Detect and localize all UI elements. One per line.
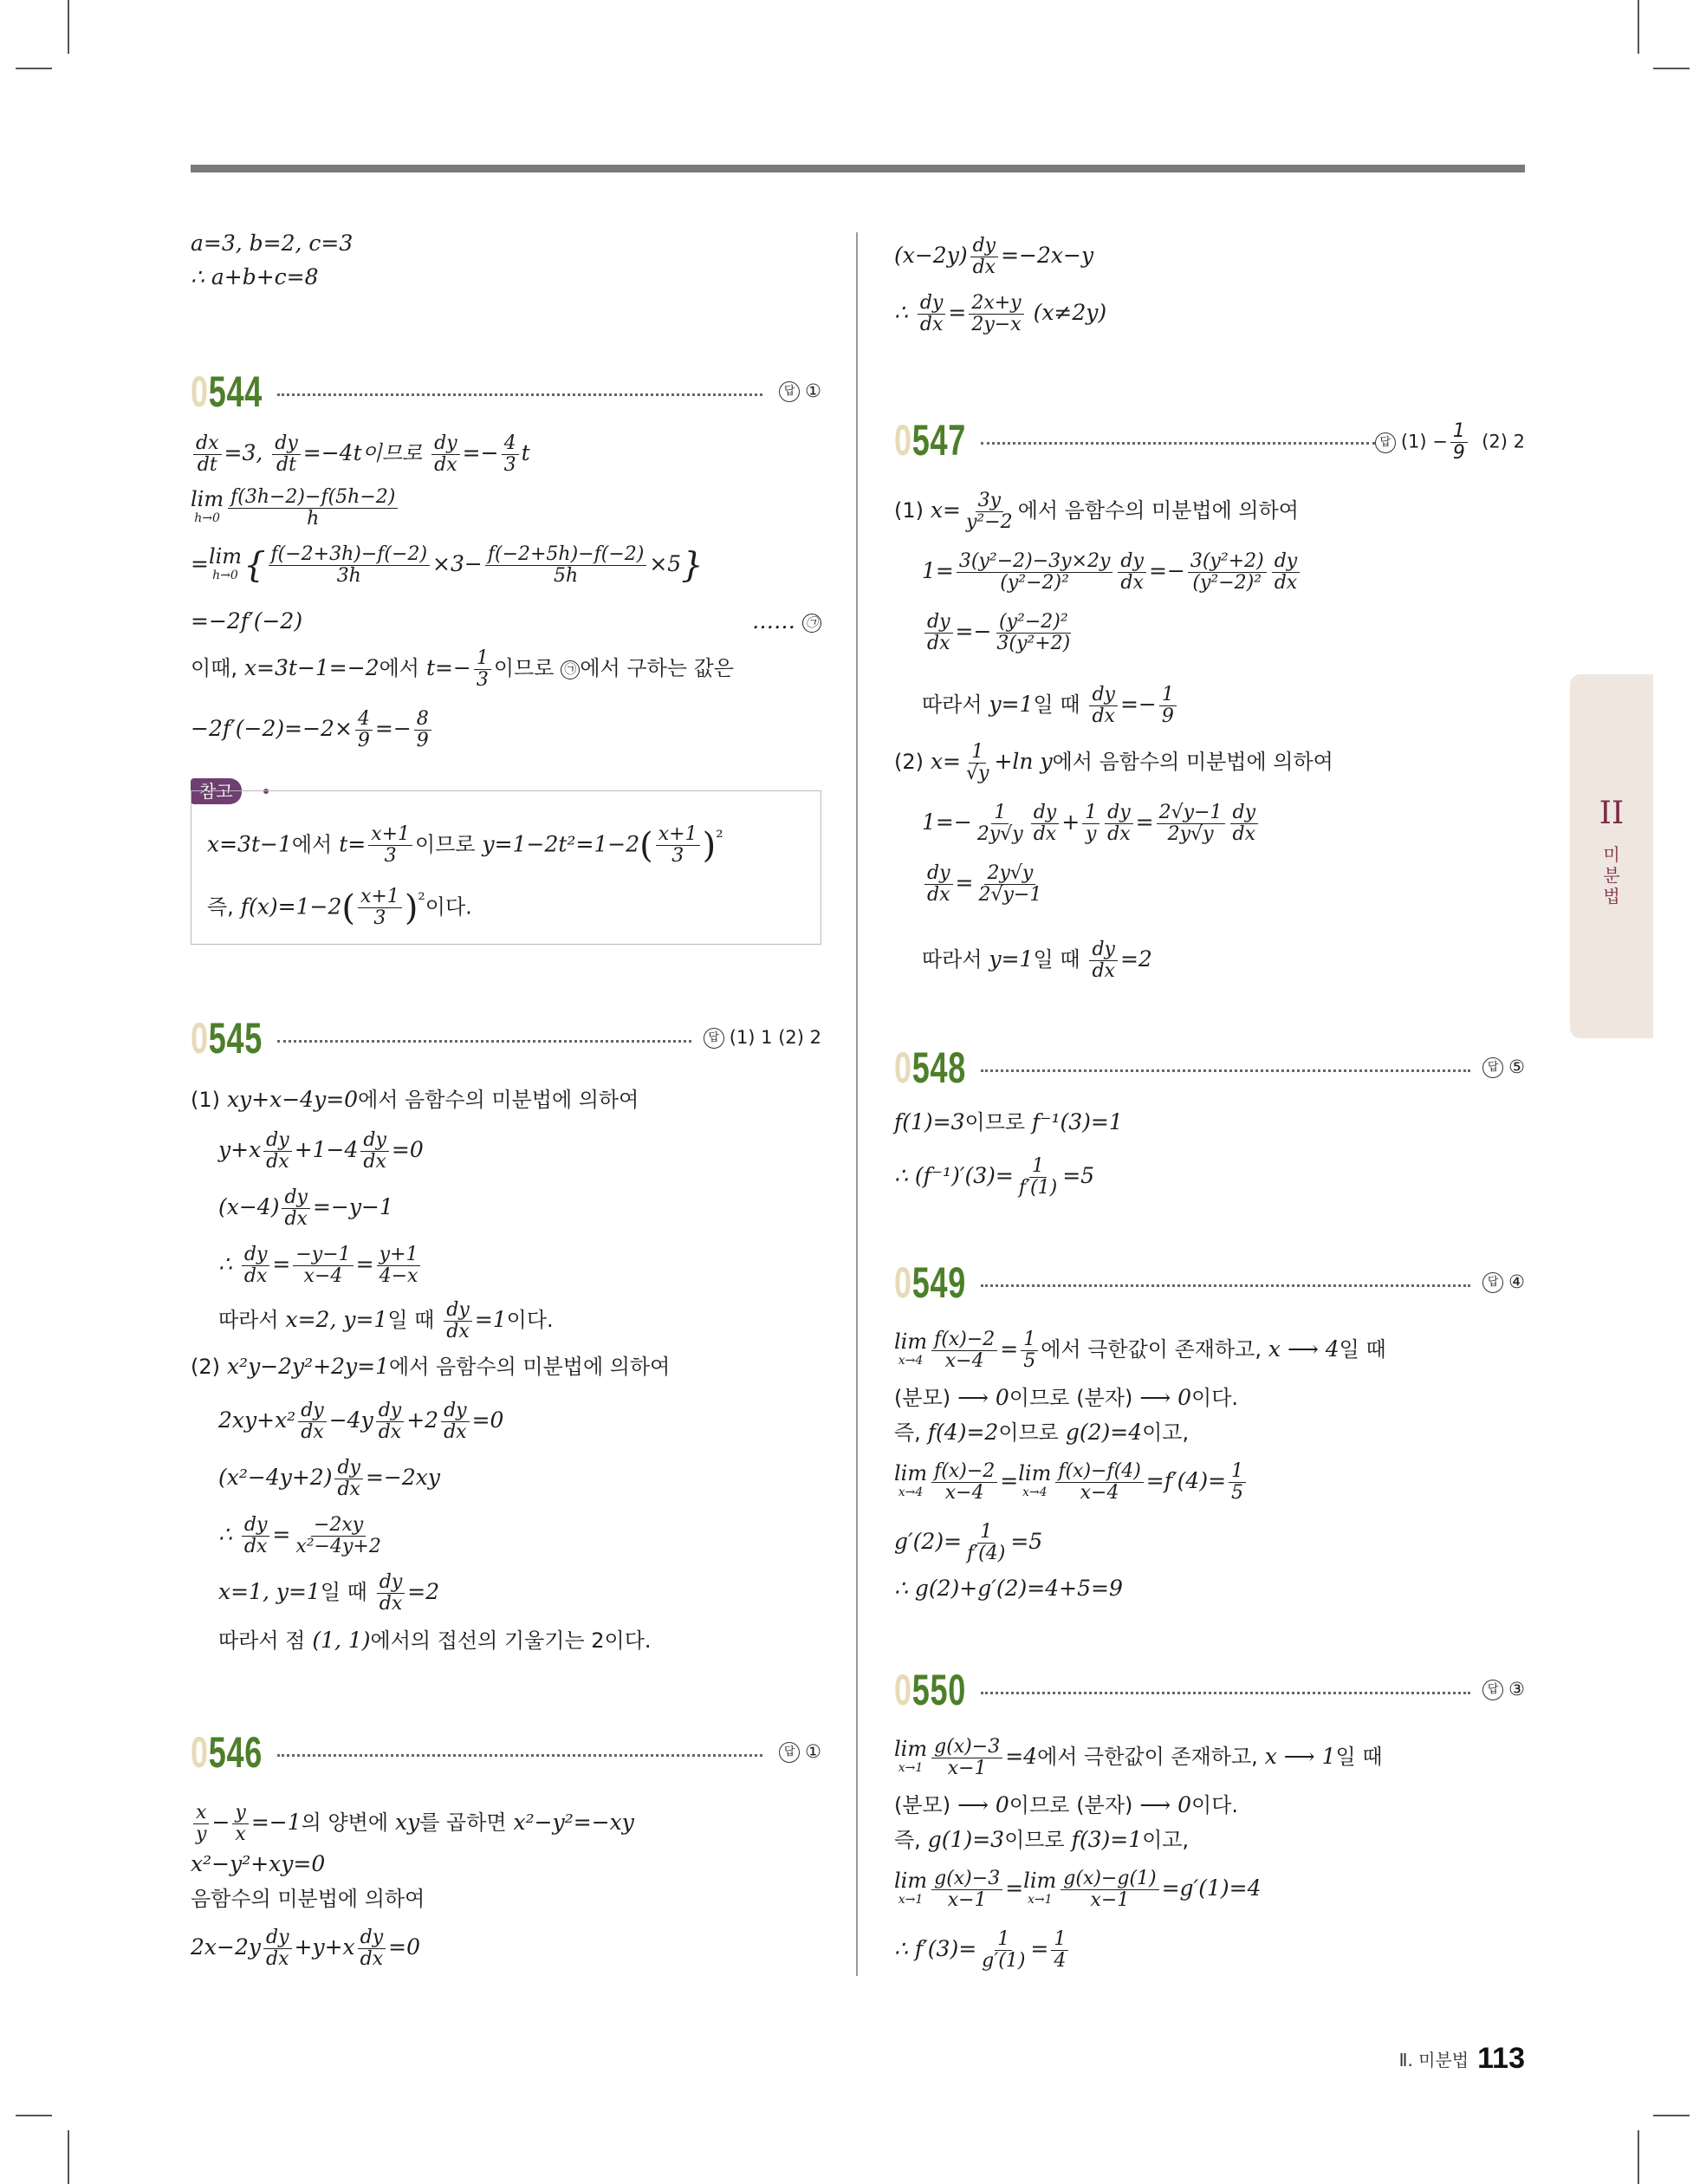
text-line: a=3, b=2, c=3 <box>191 231 354 256</box>
problem-number: 0547 <box>894 416 966 465</box>
equation-line: lim h→0 $\frac{f(3h-2)-f(5h-2)}{h}$ <box>191 487 400 530</box>
text-line: 음함수의 미분법에 의하여 <box>191 1887 425 1911</box>
crop-mark <box>68 2130 69 2184</box>
leader-dots <box>277 1754 762 1757</box>
leader-dots <box>981 1069 1470 1072</box>
equation-line: ∴ $\frac{dy}{dx}$ = $\frac{-y-1}{x-4}$ = $\frac{y+1}{4-x}$ <box>218 1245 423 1287</box>
marker-circle: ㉠ <box>561 660 580 679</box>
equation-line: =−2f′(−2) …… ㉠ <box>191 607 821 636</box>
answer-icon: 답 <box>704 1028 724 1049</box>
problem-number: 0546 <box>191 1728 263 1777</box>
answer-icon: 답 <box>1482 1057 1503 1078</box>
answer-icon: 답 <box>1482 1272 1503 1293</box>
equation-line: lim x→1 $\frac{g(x)-3}{x-1}$ = lim x→1 $\frac{g(x)-g(1)}{x-1}$ =g′(1)=4 <box>894 1868 1262 1911</box>
equation-line: = lim h→0 { $\frac{f(-2+3h)-f(-2)}{3h}$ ×3− $\frac{f(-2+5h)-f(-2)}{5h}$ ×5} <box>191 543 704 587</box>
text-line: x=1, y=1일 때 $\frac{dy}{dx}$ =2 <box>218 1571 440 1615</box>
answer-label: 답 (1) − $\frac{1}{9}$ (2) 2 <box>1375 421 1525 464</box>
answer-label: 답 (1) 1 (2) 2 <box>704 1024 821 1050</box>
equation-line: (x−2y) $\frac{dy}{dx}$ =−2x−y <box>894 235 1094 278</box>
text-line: 따라서 점 (1, 1)에서의 접선의 기울기는 2이다. <box>218 1628 652 1653</box>
leader-dots <box>981 1284 1470 1287</box>
leader-dots <box>277 393 762 396</box>
problem-header-0547 <box>894 416 1525 465</box>
equation-line: g′(2)= $\frac{1}{f'(4)}$ =5 <box>894 1521 1043 1564</box>
answer-label: 답 ⑤ <box>1482 1054 1525 1080</box>
problem-number: 0550 <box>894 1666 966 1714</box>
equation-line: 1= $\frac{\text{3(y²−2)−3y×2y}}{\text{(y²−2)²}}$ $\frac{dy}{dx}$ =− $\frac{\text{3(y²+2)}}{\text{(y²−2)²}}$ $\frac{dy}{dx}$ <box>922 551 1302 594</box>
equation-line: (x−4) $\frac{dy}{dx}$ =−y−1 <box>218 1186 393 1230</box>
marker-circle: ㉠ <box>802 614 821 633</box>
equation-line: ∴ f′(3)= $\frac{1}{g'(1)}$ = $\frac{1}{4}$ <box>894 1929 1071 1972</box>
equation-line: $\frac{x}{y}$ − $\frac{y}{x}$ =−1의 양변에 xy를 곱하면 x²−y²=−xy <box>191 1803 634 1845</box>
crop-mark <box>16 68 52 69</box>
note-box <box>191 790 821 945</box>
text-line: f(1)=3이므로 f⁻¹(3)=1 <box>894 1109 1123 1134</box>
equation-line: (x²−4y+2) $\frac{dy}{dx}$ =−2xy <box>218 1457 441 1500</box>
equation-line: x=3t−1에서 t= $\frac{x+1}{3}$ 이므로 y=1−2t²=1−2( $\frac{x+1}{3}$ )$^{^2}$ <box>207 823 723 868</box>
equation-line: ∴ $\frac{dy}{dx}$ = $\frac{2x+y}{2y-x}$ (x≠2y) <box>894 292 1107 335</box>
equation-line: ∴ g(2)+g′(2)=4+5=9 <box>894 1576 1123 1601</box>
crop-mark <box>1638 0 1639 54</box>
crop-mark <box>1653 68 1690 69</box>
leader-dots <box>981 1692 1470 1694</box>
problem-header-0549 <box>894 1258 1525 1307</box>
text-line: (2) x²y−2y²+2y=1에서 음함수의 미분법에 의하여 <box>191 1354 671 1379</box>
equation-line: $\frac{dx}{dt}$ =3, $\frac{dy}{dt}$ =−4t이므로 $\frac{dy}{dx}$ =− $\frac{4}{3}$ t <box>191 433 530 476</box>
equation-line: $\frac{dy}{dx}$ =− $\frac{\text{(y²−2)²}}{\text{3(y²+2)}}$ <box>922 612 1075 654</box>
equation-line: 2x−2y $\frac{dy}{dx}$ +y+x $\frac{dy}{dx}$ =0 <box>191 1927 420 1970</box>
problem-number: 0548 <box>894 1043 966 1092</box>
equation-line: y+x $\frac{dy}{dx}$ +1−4 $\frac{dy}{dx}$ =0 <box>218 1129 424 1173</box>
text-line: 즉, g(1)=3이므로 f(3)=1이고, <box>894 1827 1190 1852</box>
equation-line: lim x→4 $\frac{f(x)-2}{x-4}$ = $\frac{1}{5}$ 에서 극한값이 존재하고, x ⟶ 4일 때 <box>894 1329 1386 1372</box>
problem-number: 0545 <box>191 1014 263 1063</box>
answer-icon: 답 <box>1482 1680 1503 1700</box>
problem-header-0548 <box>894 1043 1525 1092</box>
text-line: (분모) ⟶ 0이므로 (분자) ⟶ 0이다. <box>894 1792 1239 1817</box>
chapter-side-tab <box>1570 674 1653 1038</box>
equation-line: lim x→4 $\frac{f(x)-2}{x-4}$ = lim x→4 $\frac{f(x)-f(4)}{x-4}$ =f′(4)= $\frac{1}{5}$ <box>894 1461 1249 1504</box>
problem-number: 0549 <box>894 1258 966 1307</box>
equation-line: x²−y²+xy=0 <box>191 1851 326 1876</box>
chapter-numeral: II <box>1599 796 1625 831</box>
answer-label: 답 ① <box>779 378 821 404</box>
text-line: ∴ a+b+c=8 <box>191 264 319 289</box>
chapter-label-vertical: 미 분 법 <box>1603 844 1620 907</box>
text-line: 이때, x=3t−1=−2에서 t=− $\frac{1}{3}$ 이므로 ㉠ 에서 구하는 값은 <box>191 647 734 691</box>
equation-line: 1=− $\frac{1}{2y√y}$ $\frac{dy}{dx}$ + $\frac{1}{y}$ $\frac{dy}{dx}$ = $\frac{2√y-1}{2y√y}$ $\frac{dy}{dx}$ <box>922 803 1261 845</box>
answer-label: 답 ① <box>779 1739 821 1765</box>
equation-line: 2xy+x² $\frac{dy}{dx}$ −4y $\frac{dy}{dx}$ +2 $\frac{dy}{dx}$ =0 <box>218 1400 504 1443</box>
answer-label: 답 ④ <box>1482 1269 1525 1295</box>
problem-header-0550 <box>894 1666 1525 1714</box>
crop-mark <box>16 2115 52 2116</box>
note-tag: 참고 <box>191 778 242 804</box>
page-footer <box>1399 2042 1525 2076</box>
equation-line: −2f′(−2)=−2× $\frac{4}{9}$ =− $\frac{8}{9}$ <box>191 709 434 751</box>
problem-header-0546 <box>191 1728 821 1777</box>
answer-icon: 답 <box>779 1742 800 1763</box>
answer-icon: 답 <box>1375 432 1396 453</box>
text-line: 따라서 x=2, y=1일 때 $\frac{dy}{dx}$ =1이다. <box>218 1299 554 1342</box>
problem-header-0544 <box>191 367 821 416</box>
column-divider <box>856 232 858 1976</box>
problem-header-0545 <box>191 1014 821 1063</box>
text-line: (1) xy+x−4y=0에서 음함수의 미분법에 의하여 <box>191 1087 639 1112</box>
text-line: (분모) ⟶ 0이므로 (분자) ⟶ 0이다. <box>894 1385 1239 1410</box>
crop-mark <box>1653 2115 1690 2116</box>
equation-line: ∴ (f⁻¹)′(3)= $\frac{1}{f'(1)}$ =5 <box>894 1155 1095 1199</box>
equation-line: lim x→1 $\frac{g(x)-3}{x-1}$ =4에서 극한값이 존재하고, x ⟶ 1일 때 <box>894 1736 1383 1779</box>
leader-dots <box>981 442 1375 445</box>
problem-number: 0544 <box>191 367 263 416</box>
header-rule <box>191 165 1525 172</box>
chapter-name: Ⅱ. 미분법 <box>1398 2050 1469 2070</box>
crop-mark <box>68 0 69 54</box>
text-line: 즉, f(4)=2이므로 g(2)=4이고, <box>894 1420 1190 1445</box>
equation-line: (1) x= $\frac{3y}{\text{y²−2}}$ 에서 음함수의 미분법에 의하여 <box>894 490 1299 533</box>
equation-line: ∴ $\frac{dy}{dx}$ = $\frac{-2xy}{\text{x²−4y+2}}$ <box>218 1514 381 1557</box>
equation-line: (2) x= $\frac{1}{√y}$ +ln y에서 음함수의 미분법에 의하여 <box>894 741 1333 784</box>
equation-line: 즉, f(x)=1−2( $\frac{x+1}{3}$ )$^{^2}$이다. <box>207 886 472 930</box>
text-line: 따라서 y=1일 때 $\frac{dy}{dx}$ =− $\frac{1}{9}$ <box>922 685 1179 727</box>
crop-mark <box>1638 2130 1639 2184</box>
answer-icon: 답 <box>779 381 800 402</box>
equation-line: $\frac{dy}{dx}$ = $\frac{2y√y}{2√y-1}$ <box>922 863 1047 906</box>
leader-dots <box>277 1040 691 1043</box>
text-line: 따라서 y=1일 때 $\frac{dy}{dx}$ =2 <box>922 939 1152 982</box>
answer-label: 답 ③ <box>1482 1676 1525 1702</box>
page-number: 113 <box>1477 2042 1525 2075</box>
